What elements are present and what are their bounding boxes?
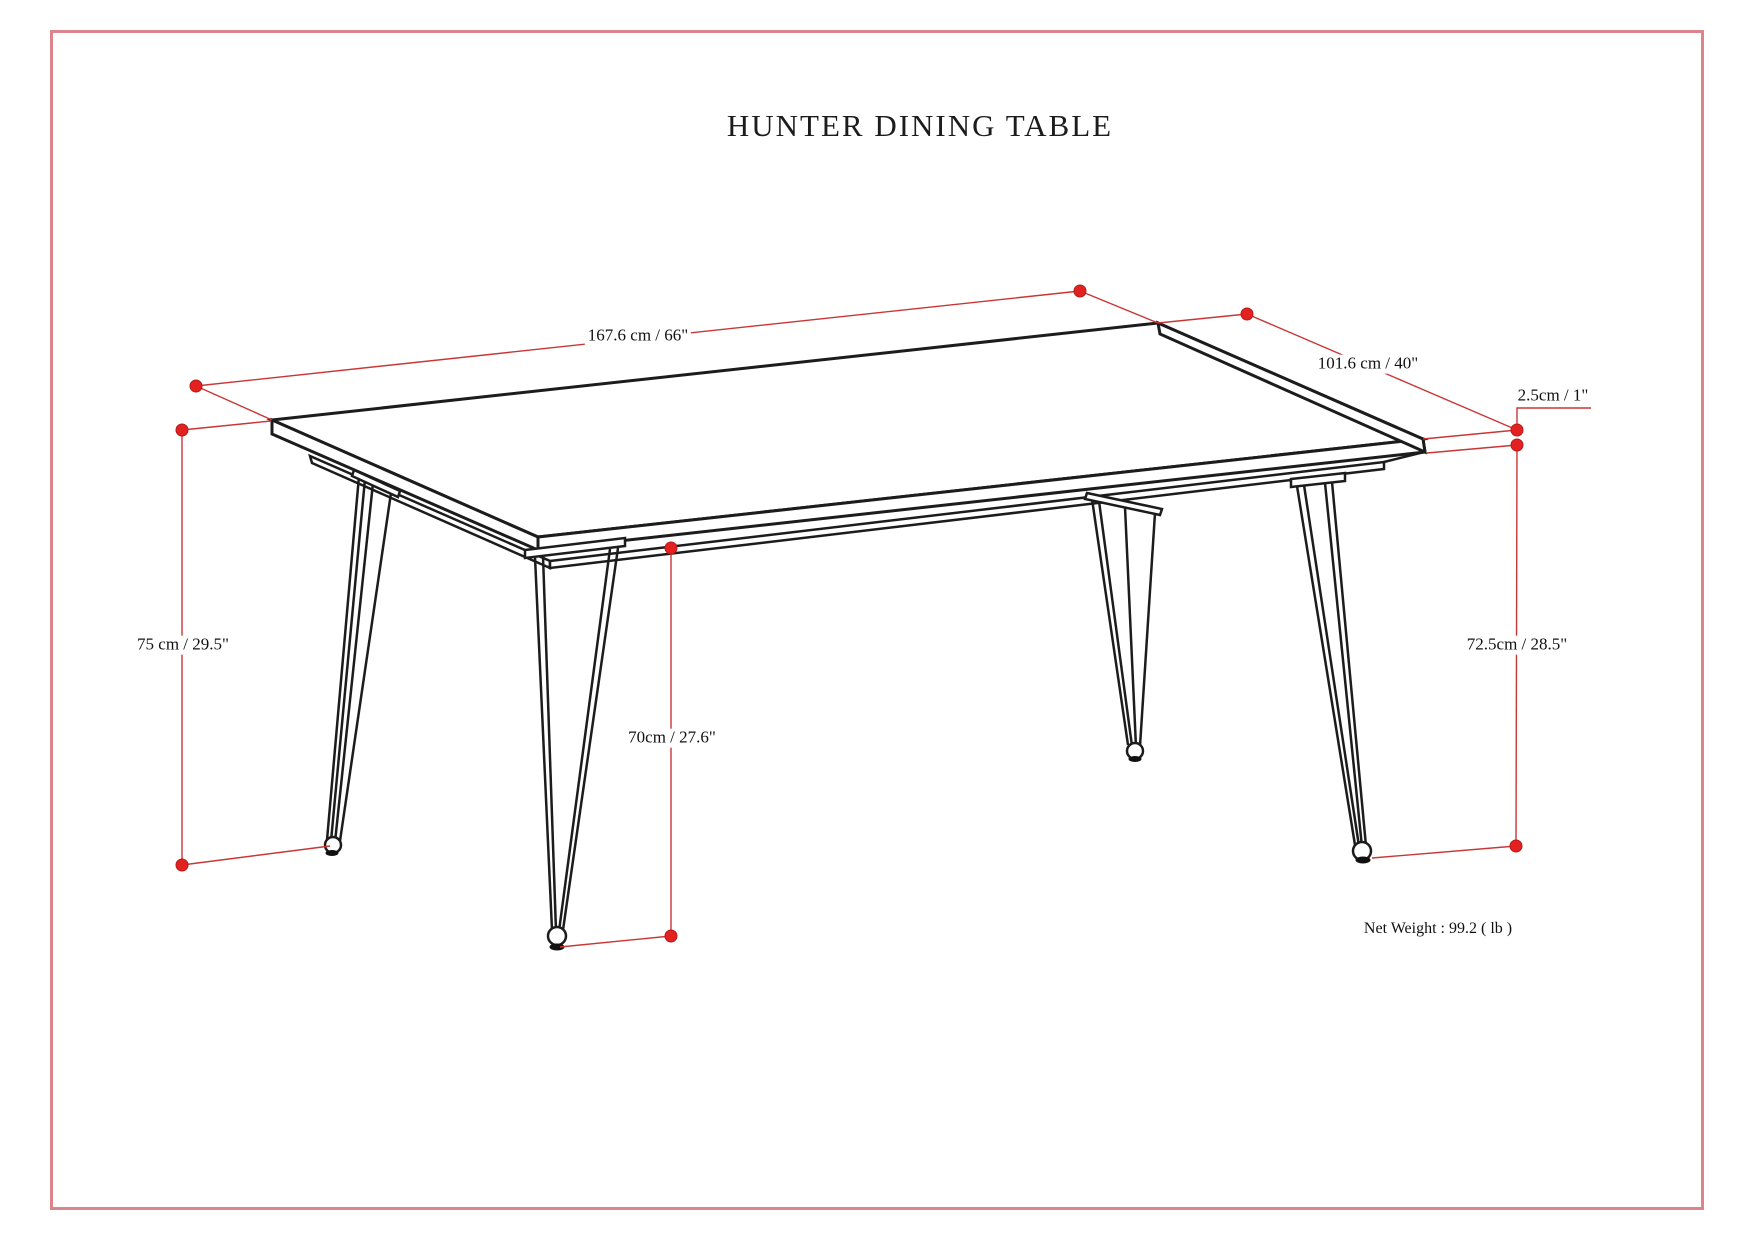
- dim-label-leg-height: 70cm / 27.6": [625, 729, 719, 748]
- dim-label-length: 167.6 cm / 66": [585, 327, 691, 346]
- leg-front-left: [525, 538, 625, 951]
- leg-back-left: [325, 470, 400, 856]
- dim-label-thickness: 2.5cm / 1": [1515, 387, 1592, 406]
- net-weight-label: Net Weight : 99.2 ( lb ): [1363, 920, 1513, 937]
- leg-foot-pad: [326, 850, 339, 856]
- leg-foot-pad: [1129, 756, 1142, 762]
- dim-label-depth: 101.6 cm / 40": [1315, 355, 1421, 374]
- dim-label-height-underside: 72.5cm / 28.5": [1464, 636, 1570, 655]
- dim-label-height-total: 75 cm / 29.5": [134, 636, 232, 655]
- page-title: HUNTER DINING TABLE: [726, 108, 1114, 143]
- leg-back-right: [1085, 493, 1162, 762]
- leg-front-right: [1291, 473, 1371, 864]
- leg-foot-pad: [1356, 857, 1371, 864]
